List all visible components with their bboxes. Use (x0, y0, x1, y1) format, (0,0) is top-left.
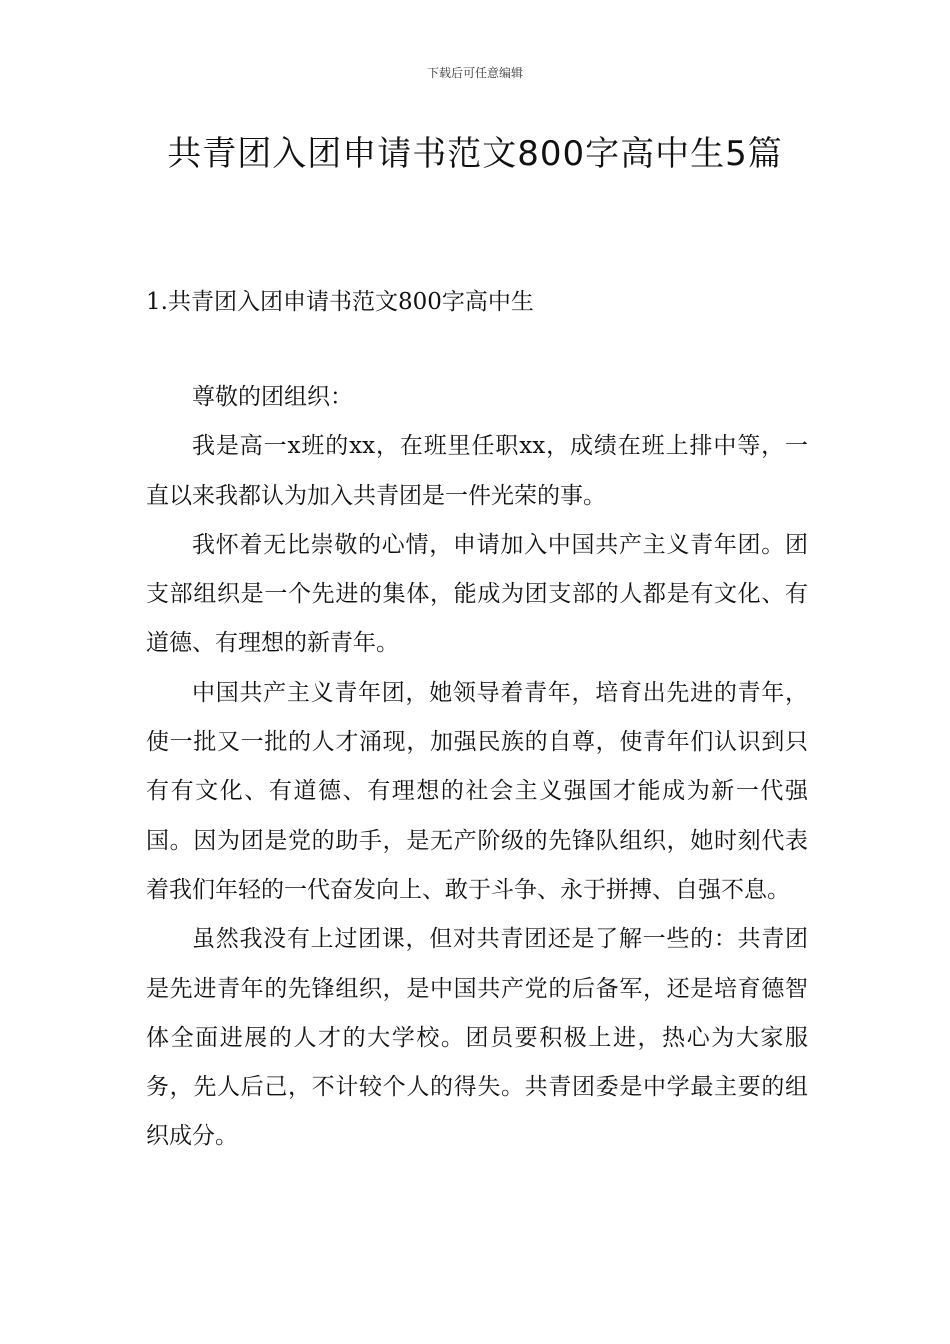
body-text (146, 373, 808, 1162)
paragraph: 虽然我没有上过团课，但对共青团还是了解一些的：共青团是先进青年的先锋组织，是中国共产党的后备军，还是培育德智体全面进展的人才的大学校。团员要积极上进，热心为大家服务，先人后己，不计较个人的得失。共青团委是中学最主要的组织成分。 (146, 926, 808, 1150)
paragraph: 我是高一x班的xx，在班里任职xx，成绩在班上排中等，一直以来我都认为加入共青团是一件光荣的事。 (146, 433, 808, 509)
header-note: 下载后可任意编辑 (426, 66, 523, 80)
salutation: 尊敬的团组织： (192, 384, 353, 410)
section-heading: 1.共青团入团申请书范文800字高中生 (146, 289, 534, 315)
paragraph: 中国共产主义青年团，她领导着青年，培育出先进的青年，使一批又一批的人才涌现，加强民族的自尊，使青年们认识到只有有文化、有道德、有理想的社会主义强国才能成为新一代强国。因为团是党的助手，是无产阶级的先锋队组织，她时刻代表着我们年轻的一代奋发向上、敢于斗争、永于拼搏、自强不息。 (146, 679, 808, 903)
document-title: 共青团入团申请书范文800字高中生5篇 (167, 134, 783, 174)
paragraph: 我怀着无比崇敬的心情，申请加入中国共产主义青年团。团支部组织是一个先进的集体，能成为团支部的人都是有文化、有道德、有理想的新青年。 (146, 531, 808, 657)
